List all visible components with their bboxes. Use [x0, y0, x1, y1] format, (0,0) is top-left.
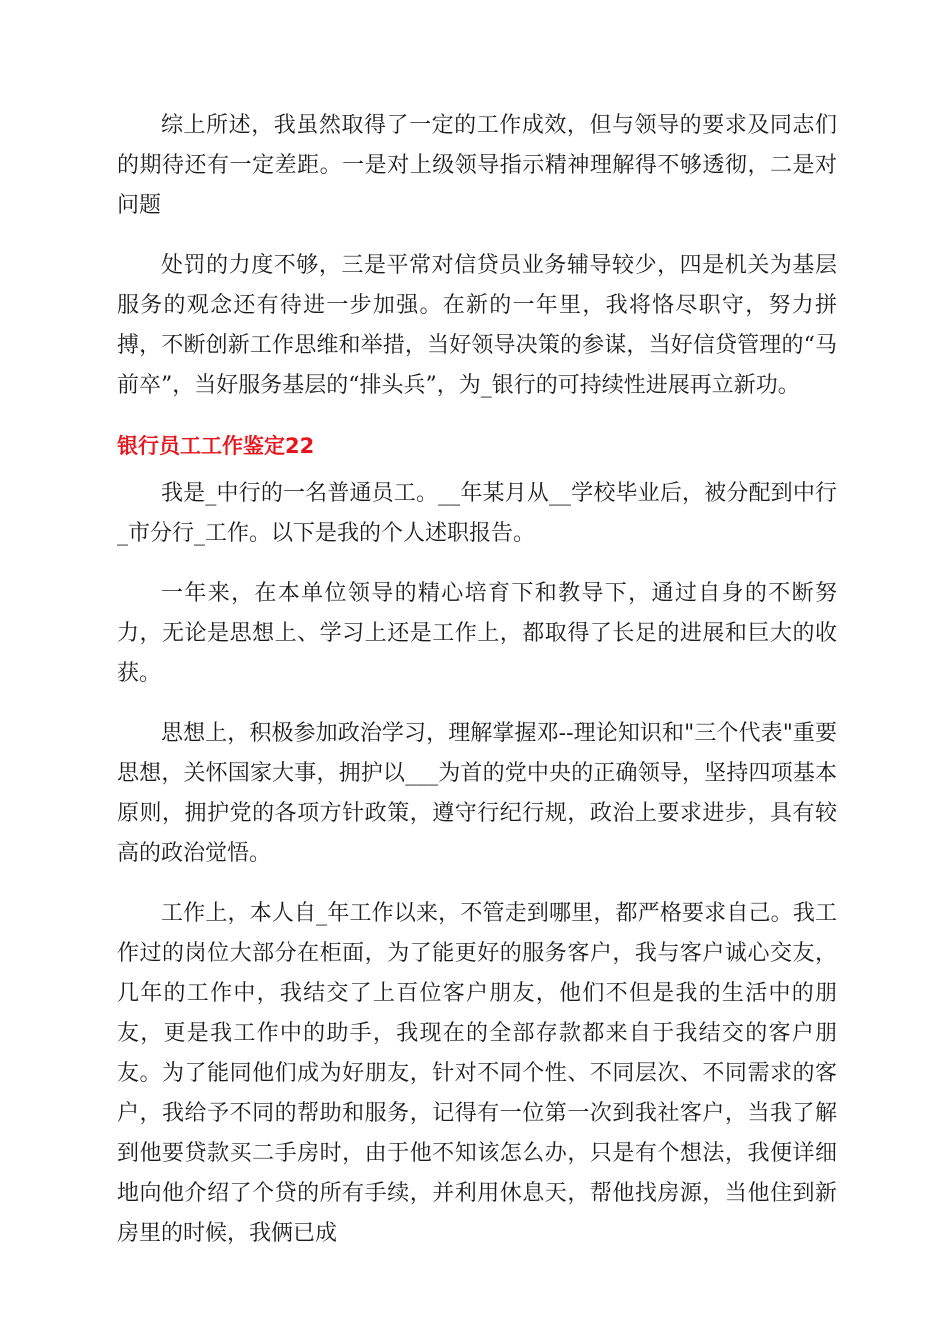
paragraph-year-review: 一年来，在本单位领导的精心培育下和教导下，通过自身的不断努力，无论是思想上、学习上还是工作上，都取得了长足的进展和巨大的收获。	[117, 581, 837, 686]
document-body	[117, 106, 837, 1274]
paragraph-ideology: 思想上，积极参加政治学习，理解掌握邓--理论知识和"三个代表"重要思想，关怀国家大事，拥护以___为首的党中央的正确领导，坚持四项基本原则，拥护党的各项方针政策，遵守行纪行规，政治上要求进步，具有较高的政治觉悟。	[117, 721, 837, 866]
paragraph-summary: 综上所述，我虽然取得了一定的工作成效，但与领导的要求及同志们的期待还有一定差距。一是对上级领导指示精神理解得不够透彻，二是对问题	[117, 113, 837, 218]
paragraph-penalty: 处罚的力度不够，三是平常对信贷员业务辅导较少，四是机关为基层服务的观念还有待进一步加强。在新的一年里，我将恪尽职守，努力拼搏，不断创新工作思维和举措，当好领导决策的参谋，当好信贷管理的“马前卒”，当好服务基层的“排头兵”，为_银行的可持续性进展再立新功。	[117, 253, 837, 398]
section-heading: 银行员工工作鉴定22	[117, 434, 315, 458]
paragraph-work: 工作上，本人自_年工作以来，不管走到哪里，都严格要求自己。我工作过的岗位大部分在柜面，为了能更好的服务客户，我与客户诚心交友，几年的工作中，我结交了上百位客户朋友，他们不但是我的生活中的朋友，更是我工作中的助手，我现在的全部存款都来自于我结交的客户朋友。为了能同他们成为好朋友，针对不同个性、不同层次、不同需求的客户，我给予不同的帮助和服务，记得有一位第一次到我社客户，当我了解到他要贷款买二手房时，由于他不知该怎么办，只是有个想法，我便详细地向他介绍了个贷的所有手续，并利用休息天，帮他找房源，当他住到新房里的时候，我俩已成	[117, 901, 837, 1246]
paragraph-intro: 我是_中行的一名普通员工。__年某月从__学校毕业后，被分配到中行_市分行_工作。以下是我的个人述职报告。	[117, 481, 837, 546]
